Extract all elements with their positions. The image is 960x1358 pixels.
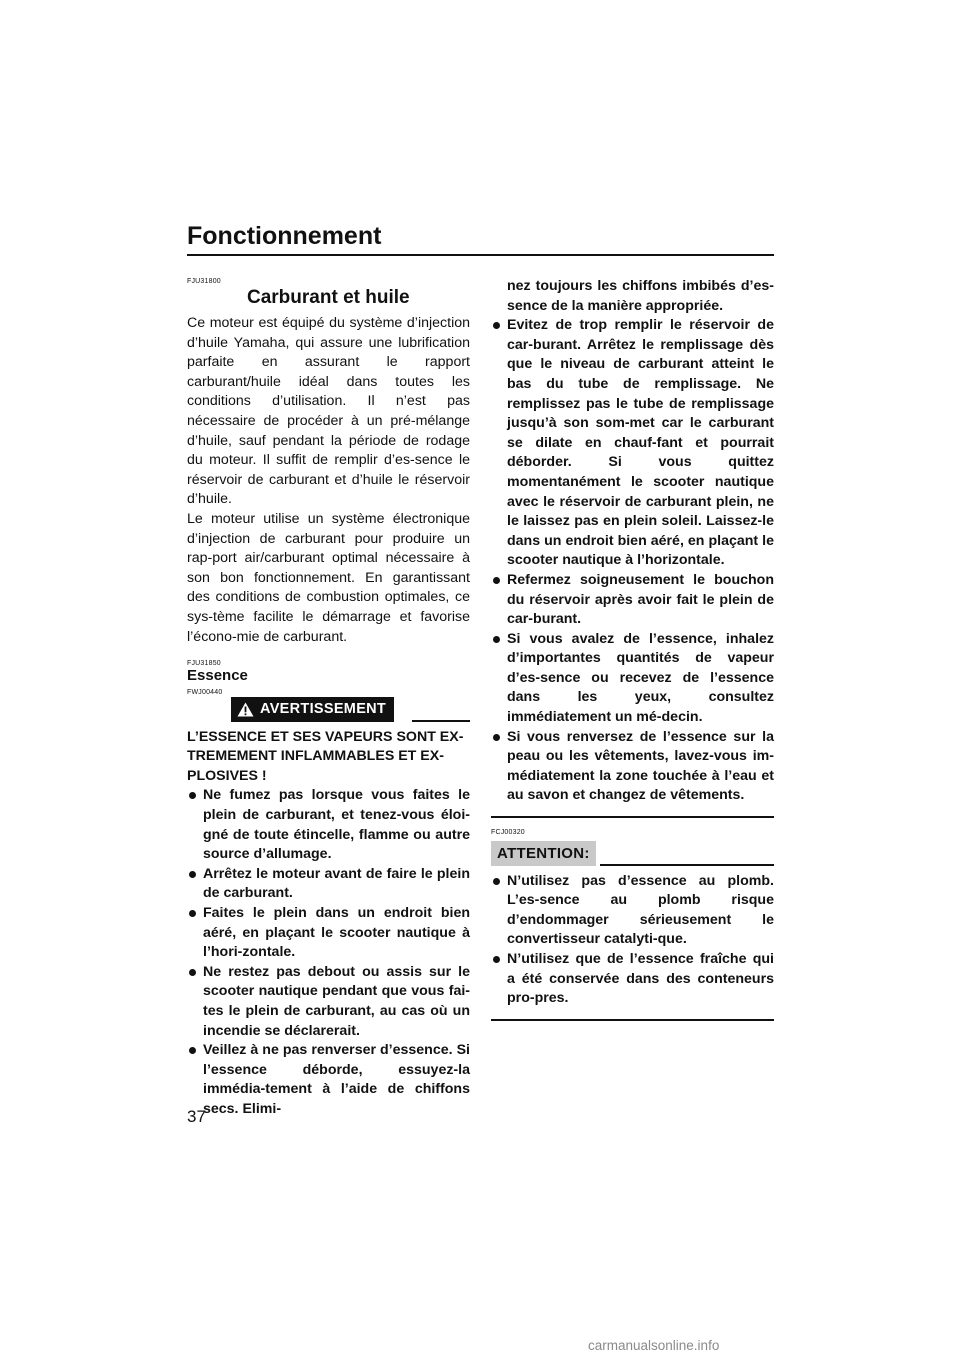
body-paragraph: Le moteur utilise un système électronique d’injection de carburant pour produire un rap-port air/carburant optimal nécessaire à son bon fonctionnement. En garantissant des conditions de combustion optimales, ce sys-tème facilite le démarrage et favorise l’écono-mie de carburant. [187,510,470,645]
warning-header [187,697,470,722]
list-item: Veillez à ne pas renverser d’essence. Si l’essence déborde, essuyez-la immédia-tement à l’aide de chiffons secs. Elimi- [187,1041,470,1119]
page-title: Fonctionnement [187,222,382,250]
warning-badge [231,697,394,722]
list-item: Refermez soigneusement le bouchon du réservoir après avoir fait le plein de car-burant. [491,571,774,630]
left-column [187,277,470,1120]
warning-code: FWJ00440 [187,689,223,697]
list-item: Ne restez pas debout ou assis sur le scooter nautique pendant que vous fai-tes le plein de carburant, au cas où un incendie se déclarerait. [187,963,470,1041]
watermark: carmanualsonline.info [588,1338,720,1353]
list-item: N’utilisez pas d’essence au plomb. L’es-sence au plomb risque d’endommager sérieusement le convertisseur catalyti-que. [491,872,774,950]
list-item: Evitez de trop remplir le réservoir de car-burant. Arrêtez le remplissage dès que le niveau de carburant atteint le bas du tube de remplissage. Ne remplissez pas le tube de remplissage jusqu’à son som-met car le carburant se dilate en chauf-fant et pourrait déborder. Si vous quittez momentanément le scooter nautique avec le réservoir de carburant plein, ne le laissez pas en plein soleil. Laissez-le dans un endroit bien aéré, en plaçant le scooter nautique à l’horizontale. [491,316,774,571]
warning-end-rule [491,816,774,818]
list-item: Ne fumez pas lorsque vous faites le plein de carburant, et tenez-vous éloi-gné de toute étincelle, flamme ou autre source d’allumage. [187,786,470,864]
attention-badge: ATTENTION: [491,841,596,866]
warning-list-continued [491,316,774,806]
warning-label: AVERTISSEMENT [260,701,387,718]
body-paragraph: Ce moteur est équipé du système d’injection d’huile Yamaha, qui assure une lubrification parfaite en assurant le rapport carburant/huile idéal dans toutes les conditions d’utilisation. Il n’est pas nécessaire de procéder à un pré-mélange d’huile, sauf pendant la période de rodage du moteur. Il suffit de remplir d’es-sence le réservoir de carburant et d’huile le réservoir d’huile. [187,315,470,508]
list-item: Si vous renversez de l’essence sur la peau ou les vêtements, lavez-vous im-médiatement la zone touchée à l’eau et au savon et changez de vêtements. [491,728,774,806]
right-column [491,277,774,1021]
page-number: 37 [187,1107,206,1126]
warning-rule [412,720,470,722]
attention-end-rule [491,1019,774,1021]
subsection-title: Essence [187,667,248,685]
list-item-continuation: nez toujours les chiffons imbibés d’es-sence de la manière appropriée. [507,278,774,314]
attention-list [491,872,774,1009]
warning-triangle-icon [237,702,254,717]
warning-intro: L’ESSENCE ET SES VAPEURS SONT EX-TREMEMENT INFLAMMABLES ET EX-PLOSIVES ! [187,728,464,784]
attention-header [491,841,774,866]
list-item: N’utilisez que de l’essence fraîche qui a été conservée dans des conteneurs pro-pres. [491,950,774,1009]
section-code: FJU31800 [187,278,221,285]
attention-code: FCJ00320 [491,829,525,837]
header-divider [187,254,774,256]
list-item: Si vous avalez de l’essence, inhalez d’importantes quantités de vapeur d’es-sence ou recevez de l’essence dans les yeux, consultez immédiatement un mé-decin. [491,630,774,728]
subsection-code: FJU31850 [187,660,221,668]
list-item: Arrêtez le moteur avant de faire le plein de carburant. [187,865,470,904]
section-title: Carburant et huile [247,287,410,308]
attention-rule [600,864,774,866]
list-item: Faites le plein dans un endroit bien aéré, en plaçant le scooter nautique à l’hori-zontale. [187,904,470,963]
warning-list [187,786,470,1119]
